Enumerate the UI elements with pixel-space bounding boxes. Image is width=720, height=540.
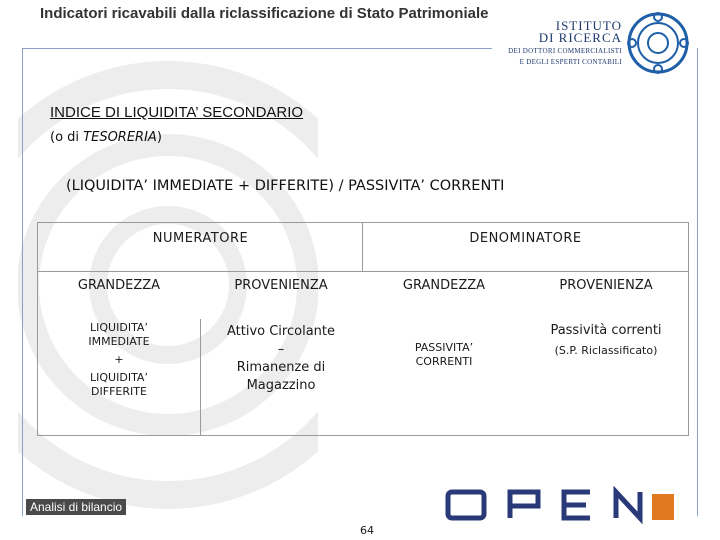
logo-line-4: E DEGLI ESPERTI CONTABILI (519, 58, 622, 66)
header-rule-line (38, 271, 688, 272)
logo-line-3: DEI DOTTORI COMMERCIALISTI (508, 47, 622, 55)
column-header-provenienza-num: PROVENIENZA (234, 278, 328, 293)
header-divider (362, 223, 363, 271)
den-provenienza-line: Passività correnti (550, 323, 662, 338)
page-title: Indicatori ricavabili dalla riclassificazione di Stato Patrimoniale (40, 5, 489, 22)
numerator-header: NUMERATORE (152, 231, 249, 246)
open-brand-logo (440, 486, 680, 526)
logo-line-2: DI RICERCA (538, 30, 622, 45)
num-grandezza-line: LIQUIDITA’ (90, 321, 148, 334)
denominator-provenienza-cell (525, 323, 687, 358)
ratio-table (37, 222, 689, 436)
den-grandezza-line: PASSIVITA’ (414, 341, 474, 354)
subtitle-prefix: (o di (50, 130, 80, 145)
subtitle-emphasis: TESORERIA (83, 130, 157, 145)
index-title: INDICE DI LIQUIDITA’ SECONDARIO (50, 104, 304, 121)
num-grandezza-line: IMMEDIATE (88, 335, 150, 348)
left-rule (22, 48, 23, 516)
num-provenienza-line: Attivo Circolante (226, 324, 335, 339)
right-rule (697, 48, 698, 516)
denominator-header: DENOMINATORE (469, 231, 582, 246)
num-provenienza-line: Magazzino (246, 378, 316, 393)
num-provenienza-line: – (277, 342, 285, 357)
institute-emblem-icon (626, 11, 690, 75)
institute-logo (500, 8, 700, 74)
num-provenienza-line: Rimanenze di (236, 360, 326, 375)
column-header-provenienza-den: PROVENIENZA (559, 278, 653, 293)
numerator-provenienza-cell (200, 323, 362, 395)
page-number: 64 (360, 524, 374, 537)
num-grandezza-line: LIQUIDITA’ (90, 371, 148, 384)
num-grandezza-line: + (114, 353, 124, 366)
den-grandezza-line: CORRENTI (415, 355, 473, 368)
den-provenienza-line: (S.P. Riclassificato) (554, 344, 658, 357)
index-formula: (LIQUIDITA’ IMMEDIATE + DIFFERITE) / PASSIVITA’ CORRENTI (66, 178, 505, 194)
column-header-grandezza-den: GRANDEZZA (402, 278, 486, 293)
index-subtitle (50, 130, 162, 145)
subtitle-suffix: ) (156, 130, 162, 145)
numerator-grandezza-cell (38, 321, 200, 399)
column-header-grandezza-num: GRANDEZZA (77, 278, 161, 293)
denominator-grandezza-cell (363, 341, 525, 369)
header-rule (22, 48, 492, 49)
footer-label: Analisi di bilancio (26, 499, 126, 515)
logo-line-1: ISTITUTO (555, 18, 622, 33)
num-grandezza-line: DIFFERITE (91, 385, 147, 398)
